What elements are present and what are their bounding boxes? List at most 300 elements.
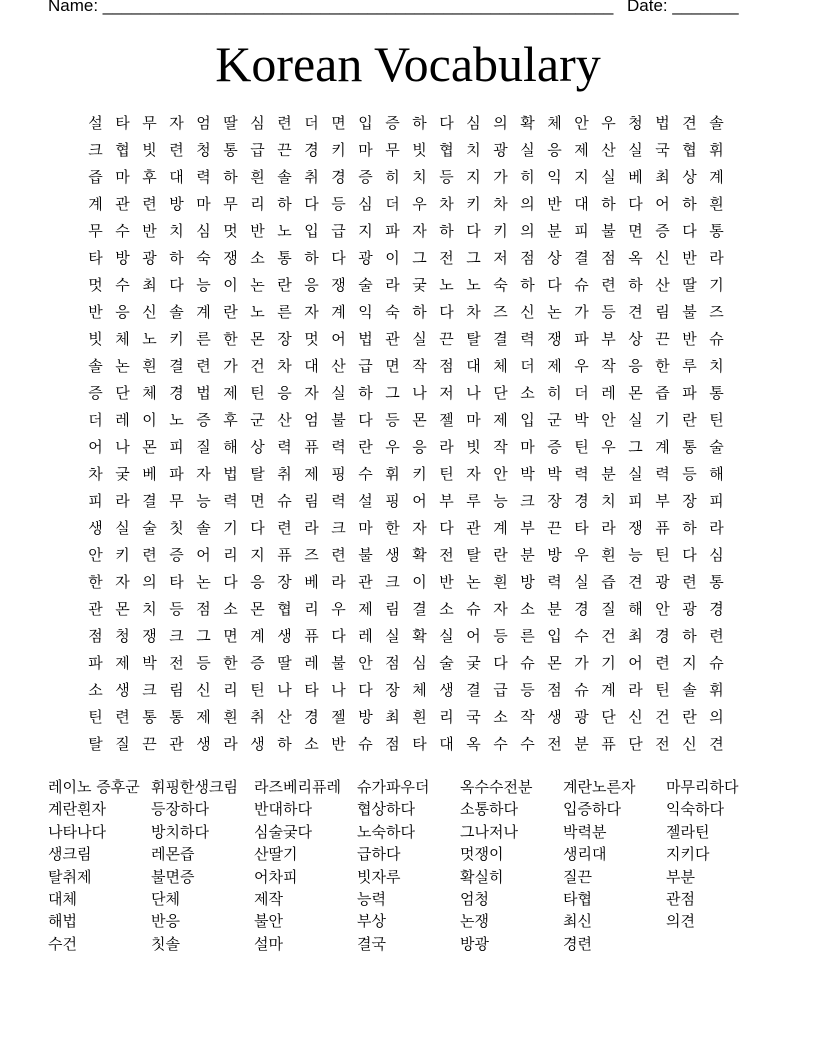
grid-row [82, 164, 730, 191]
grid-letter: 신 [142, 303, 157, 321]
grid-letter: 나 [331, 681, 346, 699]
grid-letter: 실 [628, 465, 643, 483]
grid-letter: 베 [142, 465, 157, 483]
grid-letter: 논 [115, 357, 130, 375]
grid-letter: 전 [655, 735, 670, 753]
grid-letter: 의 [520, 195, 535, 213]
grid-letter: 즙 [655, 384, 670, 402]
grid-letter: 피 [169, 438, 184, 456]
grid-letter: 질 [196, 438, 211, 456]
grid-letter: 전 [439, 249, 454, 267]
word-list-item: 설마 [254, 934, 283, 953]
grid-letter: 결 [574, 249, 589, 267]
grid-letter: 어 [196, 546, 211, 564]
date-field-label: Date: _______ [627, 0, 739, 15]
grid-letter: 국 [466, 708, 481, 726]
grid-letter: 증 [196, 411, 211, 429]
grid-letter: 관 [169, 735, 184, 753]
grid-letter: 나 [412, 384, 427, 402]
grid-letter: 협 [439, 141, 454, 159]
grid-letter: 등 [682, 465, 697, 483]
grid-letter: 라 [115, 492, 130, 510]
grid-letter: 우 [574, 357, 589, 375]
grid-letter: 지 [358, 222, 373, 240]
grid-letter: 다 [331, 249, 346, 267]
word-list-item: 심술궂다 [254, 822, 312, 841]
word-list-item: 라즈베리퓨레 [254, 778, 341, 796]
grid-letter: 흰 [250, 168, 265, 186]
grid-letter: 협 [682, 141, 697, 159]
grid-letter: 관 [466, 519, 481, 537]
grid-letter: 광 [574, 708, 589, 726]
grid-row [82, 407, 730, 434]
grid-letter: 멋 [223, 222, 238, 240]
grid-letter: 어 [331, 330, 346, 348]
grid-letter: 끈 [277, 141, 292, 159]
grid-letter: 쟁 [628, 519, 643, 537]
grid-letter: 슈 [574, 276, 589, 294]
grid-letter: 급 [493, 681, 508, 699]
grid-letter: 제 [547, 357, 562, 375]
grid-letter: 피 [628, 492, 643, 510]
grid-letter: 지 [682, 654, 697, 672]
grid-letter: 법 [655, 114, 670, 132]
grid-letter: 자 [304, 303, 319, 321]
grid-letter: 반 [142, 222, 157, 240]
grid-letter: 틴 [250, 384, 265, 402]
grid-letter: 련 [331, 546, 346, 564]
grid-row [82, 461, 730, 488]
grid-letter: 파 [385, 222, 400, 240]
grid-letter: 키 [331, 141, 346, 159]
grid-letter: 력 [196, 168, 211, 186]
grid-letter: 라 [709, 519, 724, 537]
grid-letter: 응 [547, 141, 562, 159]
grid-letter: 베 [304, 573, 319, 591]
grid-letter: 계 [88, 195, 103, 213]
grid-letter: 술 [439, 654, 454, 672]
word-list-item: 확실히 [460, 867, 504, 886]
grid-letter: 력 [574, 465, 589, 483]
grid-letter: 다 [331, 627, 346, 645]
grid-letter: 불 [331, 654, 346, 672]
grid-letter: 하 [601, 195, 616, 213]
grid-letter: 키 [493, 222, 508, 240]
grid-letter: 안 [88, 546, 103, 564]
grid-letter: 타 [115, 114, 130, 132]
grid-letter: 무 [223, 195, 238, 213]
grid-letter: 불 [601, 222, 616, 240]
grid-letter: 라 [331, 573, 346, 591]
grid-letter: 실 [601, 168, 616, 186]
grid-letter: 통 [682, 438, 697, 456]
word-list-item: 산딸기 [254, 845, 298, 864]
grid-letter: 급 [250, 141, 265, 159]
grid-letter: 련 [277, 114, 292, 132]
word-list-item: 부상 [357, 912, 386, 931]
grid-letter: 장 [682, 492, 697, 510]
grid-letter: 점 [439, 357, 454, 375]
grid-letter: 급 [331, 222, 346, 240]
grid-letter: 면 [385, 357, 400, 375]
grid-letter: 분 [574, 735, 589, 753]
grid-letter: 생 [277, 627, 292, 645]
grid-letter: 피 [88, 492, 103, 510]
grid-letter: 림 [385, 600, 400, 618]
grid-letter: 체 [115, 330, 130, 348]
grid-letter: 흰 [412, 708, 427, 726]
grid-letter: 응 [628, 357, 643, 375]
grid-letter: 탈 [466, 330, 481, 348]
grid-letter: 몬 [250, 600, 265, 618]
grid-letter: 파 [169, 465, 184, 483]
grid-letter: 신 [655, 249, 670, 267]
grid-letter: 련 [142, 195, 157, 213]
grid-letter: 견 [709, 735, 724, 753]
grid-letter: 다 [358, 411, 373, 429]
grid-letter: 최 [655, 168, 670, 186]
grid-letter: 기 [223, 519, 238, 537]
grid-letter: 솔 [88, 357, 103, 375]
word-list-item: 생크림 [48, 845, 92, 864]
word-list-item: 협상하다 [357, 800, 415, 819]
grid-letter: 안 [574, 114, 589, 132]
grid-letter: 파 [574, 330, 589, 348]
word-list-item: 소통하다 [460, 800, 518, 819]
grid-letter: 휘 [385, 465, 400, 483]
grid-letter: 제 [115, 654, 130, 672]
grid-letter: 즙 [601, 573, 616, 591]
grid-letter: 쟁 [331, 276, 346, 294]
grid-letter: 다 [628, 195, 643, 213]
grid-letter: 우 [574, 546, 589, 564]
grid-letter: 작 [601, 357, 616, 375]
grid-letter: 통 [709, 384, 724, 402]
grid-letter: 군 [250, 411, 265, 429]
grid-letter: 몬 [142, 438, 157, 456]
grid-letter: 다 [304, 195, 319, 213]
grid-letter: 산 [277, 411, 292, 429]
grid-letter: 라 [304, 519, 319, 537]
grid-letter: 타 [304, 681, 319, 699]
grid-letter: 체 [142, 384, 157, 402]
grid-row [82, 488, 730, 515]
grid-letter: 응 [115, 303, 130, 321]
grid-letter: 흰 [223, 708, 238, 726]
word-list-item: 지키다 [666, 845, 710, 864]
grid-letter: 전 [169, 654, 184, 672]
grid-letter: 라 [439, 438, 454, 456]
grid-letter: 치 [412, 168, 427, 186]
grid-letter: 논 [547, 303, 562, 321]
grid-letter: 수 [493, 735, 508, 753]
grid-letter: 전 [547, 735, 562, 753]
grid-letter: 군 [547, 411, 562, 429]
grid-letter: 경 [574, 600, 589, 618]
grid-letter: 끈 [547, 519, 562, 537]
grid-letter: 하 [628, 276, 643, 294]
grid-letter: 베 [628, 168, 643, 186]
grid-letter: 급 [358, 357, 373, 375]
grid-letter: 른 [277, 303, 292, 321]
grid-letter: 노 [277, 222, 292, 240]
grid-letter: 퓨 [601, 735, 616, 753]
grid-letter: 응 [304, 276, 319, 294]
grid-letter: 끈 [439, 330, 454, 348]
word-list-item: 익숙하다 [666, 800, 724, 819]
grid-letter: 실 [331, 384, 346, 402]
grid-letter: 저 [493, 249, 508, 267]
grid-letter: 계 [250, 627, 265, 645]
grid-letter: 통 [142, 708, 157, 726]
grid-letter: 취 [250, 708, 265, 726]
grid-letter: 대 [304, 357, 319, 375]
grid-letter: 실 [628, 411, 643, 429]
grid-letter: 단 [601, 708, 616, 726]
grid-letter: 리 [439, 708, 454, 726]
grid-letter: 력 [547, 573, 562, 591]
word-list-item: 반대하다 [254, 800, 312, 819]
grid-letter: 타 [88, 249, 103, 267]
grid-letter: 우 [412, 195, 427, 213]
grid-letter: 몬 [115, 600, 130, 618]
grid-letter: 빗 [142, 141, 157, 159]
grid-letter: 크 [520, 492, 535, 510]
grid-letter: 점 [385, 735, 400, 753]
grid-letter: 점 [547, 681, 562, 699]
grid-letter: 쟁 [223, 249, 238, 267]
grid-letter: 궂 [412, 276, 427, 294]
grid-letter: 견 [628, 573, 643, 591]
grid-letter: 다 [223, 573, 238, 591]
grid-letter: 결 [493, 330, 508, 348]
grid-letter: 탈 [466, 546, 481, 564]
grid-letter: 능 [196, 276, 211, 294]
grid-letter: 엄 [304, 411, 319, 429]
grid-letter: 부 [520, 519, 535, 537]
grid-letter: 란 [223, 303, 238, 321]
grid-row [82, 299, 730, 326]
grid-letter: 크 [169, 627, 184, 645]
grid-letter: 가 [574, 654, 589, 672]
grid-letter: 하 [439, 222, 454, 240]
grid-row [82, 650, 730, 677]
grid-letter: 실 [412, 330, 427, 348]
grid-letter: 차 [439, 195, 454, 213]
grid-letter: 흰 [142, 357, 157, 375]
grid-letter: 실 [574, 573, 589, 591]
grid-letter: 전 [439, 546, 454, 564]
grid-letter: 방 [520, 573, 535, 591]
grid-letter: 신 [196, 681, 211, 699]
grid-letter: 한 [223, 654, 238, 672]
grid-row [82, 704, 730, 731]
grid-letter: 한 [655, 357, 670, 375]
grid-letter: 퓨 [304, 438, 319, 456]
word-list-item: 제작 [254, 889, 283, 908]
grid-letter: 심 [412, 654, 427, 672]
grid-letter: 광 [655, 573, 670, 591]
grid-letter: 다 [682, 222, 697, 240]
grid-letter: 몬 [628, 384, 643, 402]
grid-letter: 가 [574, 303, 589, 321]
grid-letter: 치 [169, 222, 184, 240]
grid-letter: 피 [709, 492, 724, 510]
grid-letter: 장 [547, 492, 562, 510]
grid-letter: 노 [169, 411, 184, 429]
grid-letter: 박 [547, 465, 562, 483]
grid-letter: 대 [574, 195, 589, 213]
grid-letter: 어 [88, 438, 103, 456]
grid-letter: 분 [601, 465, 616, 483]
grid-letter: 이 [223, 276, 238, 294]
grid-letter: 지 [250, 546, 265, 564]
grid-letter: 소 [250, 249, 265, 267]
grid-letter: 분 [547, 600, 562, 618]
grid-letter: 노 [250, 303, 265, 321]
word-list-item: 최신 [563, 912, 592, 931]
grid-letter: 상 [250, 438, 265, 456]
header [48, 0, 748, 20]
grid-letter: 경 [655, 627, 670, 645]
grid-letter: 반 [682, 249, 697, 267]
grid-letter: 취 [304, 168, 319, 186]
grid-letter: 련 [196, 357, 211, 375]
grid-letter: 안 [358, 654, 373, 672]
grid-letter: 법 [196, 384, 211, 402]
grid-letter: 수 [358, 465, 373, 483]
grid-letter: 반 [250, 222, 265, 240]
grid-letter: 통 [223, 141, 238, 159]
grid-letter: 이 [412, 573, 427, 591]
grid-letter: 력 [331, 492, 346, 510]
grid-letter: 제 [358, 600, 373, 618]
word-list-item: 계란흰자 [48, 800, 106, 819]
word-list-item: 엄청 [460, 889, 489, 908]
grid-letter: 생 [88, 519, 103, 537]
grid-letter: 끈 [655, 330, 670, 348]
grid-letter: 지 [466, 168, 481, 186]
grid-letter: 핑 [331, 465, 346, 483]
grid-letter: 등 [169, 600, 184, 618]
grid-letter: 계 [196, 303, 211, 321]
grid-letter: 분 [520, 546, 535, 564]
grid-letter: 른 [196, 330, 211, 348]
grid-letter: 소 [520, 384, 535, 402]
grid-letter: 실 [628, 141, 643, 159]
word-list-item: 불면증 [151, 867, 195, 886]
grid-letter: 소 [439, 600, 454, 618]
word-list-item: 마무리하다 [666, 778, 739, 796]
grid-letter: 력 [277, 438, 292, 456]
grid-letter: 관 [358, 573, 373, 591]
word-list-item: 반응 [151, 912, 180, 931]
grid-letter: 련 [169, 141, 184, 159]
grid-letter: 계 [655, 438, 670, 456]
grid-letter: 상 [682, 168, 697, 186]
grid-letter: 무 [142, 114, 157, 132]
grid-letter: 장 [277, 573, 292, 591]
grid-letter: 증 [169, 546, 184, 564]
grid-letter: 레 [115, 411, 130, 429]
grid-letter: 확 [412, 546, 427, 564]
word-list-item: 레이노 증후군 [48, 778, 140, 796]
grid-letter: 응 [277, 384, 292, 402]
grid-letter: 증 [250, 654, 265, 672]
grid-letter: 리 [250, 195, 265, 213]
word-list-item: 노숙하다 [357, 822, 415, 841]
grid-letter: 결 [169, 357, 184, 375]
word-list-item: 탈취제 [48, 867, 92, 886]
grid-letter: 신 [682, 735, 697, 753]
grid-letter: 타 [412, 735, 427, 753]
word-list-item: 결국 [357, 934, 386, 953]
grid-letter: 심 [466, 114, 481, 132]
grid-letter: 수 [115, 222, 130, 240]
grid-letter: 하 [682, 195, 697, 213]
grid-row [82, 542, 730, 569]
grid-letter: 반 [439, 573, 454, 591]
grid-letter: 레 [304, 654, 319, 672]
grid-row [82, 569, 730, 596]
grid-letter: 크 [142, 681, 157, 699]
grid-letter: 치 [601, 492, 616, 510]
grid-letter: 딸 [277, 654, 292, 672]
grid-letter: 논 [250, 276, 265, 294]
grid-letter: 그 [466, 249, 481, 267]
grid-letter: 질 [115, 735, 130, 753]
grid-letter: 증 [358, 168, 373, 186]
grid-letter: 박 [574, 411, 589, 429]
page-title: Korean Vocabulary [215, 36, 601, 92]
grid-letter: 빗 [466, 438, 481, 456]
grid-letter: 의 [493, 114, 508, 132]
grid-letter: 협 [115, 141, 130, 159]
grid-letter: 결 [466, 681, 481, 699]
grid-letter: 그 [628, 438, 643, 456]
grid-letter: 멋 [304, 330, 319, 348]
grid-letter: 심 [709, 546, 724, 564]
grid-letter: 의 [142, 573, 157, 591]
grid-letter: 관 [385, 330, 400, 348]
grid-letter: 기 [709, 276, 724, 294]
grid-letter: 자 [169, 114, 184, 132]
grid-letter: 입 [358, 114, 373, 132]
grid-letter: 다 [466, 222, 481, 240]
grid-letter: 제 [223, 384, 238, 402]
grid-row [82, 596, 730, 623]
grid-letter: 다 [547, 276, 562, 294]
grid-letter: 우 [331, 600, 346, 618]
grid-letter: 면 [331, 114, 346, 132]
word-list-item: 옥수수전분 [460, 778, 533, 796]
grid-letter: 광 [682, 600, 697, 618]
grid-letter: 숙 [493, 276, 508, 294]
grid-letter: 하 [682, 519, 697, 537]
grid-letter: 상 [628, 330, 643, 348]
grid-letter: 통 [709, 573, 724, 591]
grid-letter: 마 [358, 141, 373, 159]
grid-letter: 우 [385, 438, 400, 456]
grid-letter: 등 [493, 627, 508, 645]
grid-letter: 산 [331, 357, 346, 375]
grid-letter: 쟁 [142, 627, 157, 645]
word-list-item: 계란노른자 [563, 778, 636, 796]
grid-letter: 솔 [196, 519, 211, 537]
grid-row [82, 110, 730, 137]
grid-letter: 마 [115, 168, 130, 186]
grid-row [82, 515, 730, 542]
